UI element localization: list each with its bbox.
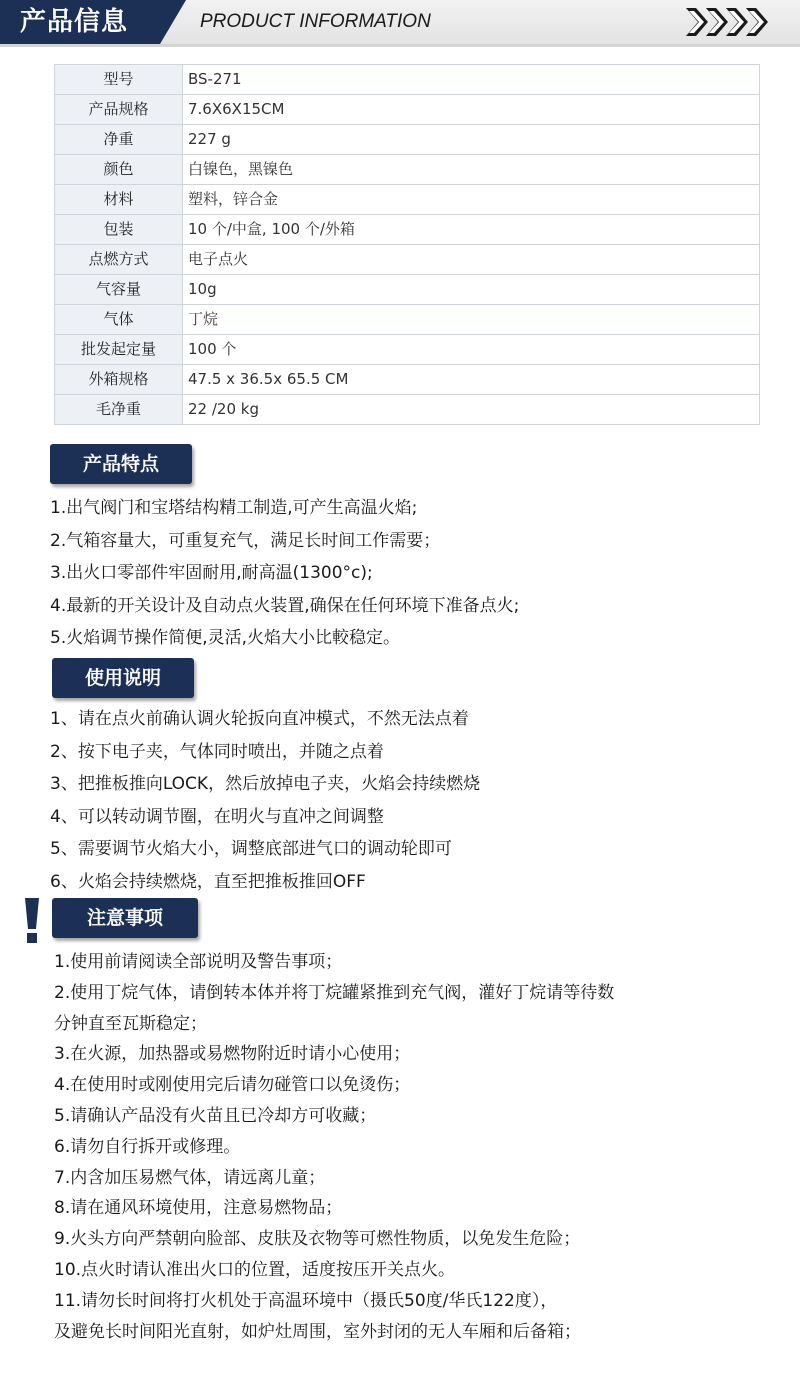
spec-row [55, 95, 760, 125]
spec-row [55, 65, 760, 95]
features-heading: 产品特点 [50, 444, 192, 484]
spec-row [55, 335, 760, 365]
spec-value: BS-271 [183, 65, 760, 95]
spec-value: 10g [183, 275, 760, 305]
usage-step: 2、按下电子夹，气体同时喷出，并随之点着 [50, 741, 384, 762]
spec-row [55, 305, 760, 335]
usage-step: 1、请在点火前确认调火轮扳向直冲模式，不然无法点着 [50, 709, 469, 729]
spec-label: 气体 [55, 305, 183, 335]
spec-label: 外箱规格 [55, 365, 183, 395]
spec-label: 型号 [55, 65, 183, 95]
spec-label: 气容量 [55, 275, 183, 305]
spec-value: 100 个 [183, 335, 760, 365]
note-line: 5.请确认产品没有火苗且已冷却方可收藏； [54, 1105, 377, 1126]
spec-value: 白镍色，黑镍色 [183, 155, 760, 185]
spec-value: 10 个/中盒, 100 个/外箱 [183, 215, 760, 245]
usage-step: 4、可以转动调节圈，在明火与直冲之间调整 [50, 806, 384, 827]
spec-row [55, 125, 760, 155]
spec-row [55, 365, 760, 395]
usage-list [50, 703, 780, 898]
spec-value: 塑料，锌合金 [183, 185, 760, 215]
page-title: 产品信息 [20, 7, 129, 37]
spec-label: 净重 [55, 125, 183, 155]
notes-heading: 注意事项 [52, 898, 198, 938]
usage-heading: 使用说明 [52, 658, 194, 698]
note-line: 1.使用前请阅读全部说明及警告事项； [54, 952, 343, 972]
usage-step: 3、把推板推向LOCK，然后放掉电子夹，火焰会持续燃烧 [50, 774, 481, 794]
feature-item: 5.火焰调节操作简便,灵活,火焰大小比較稳定。 [50, 628, 401, 648]
feature-item: 4.最新的开关设计及自动点火装置,确保在任何环境下准备点火; [50, 595, 520, 616]
spec-label: 批发起定量 [55, 335, 183, 365]
note-line: 3.在火源，加热器或易燃物附近时请小心使用； [54, 1044, 411, 1065]
spec-label: 颜色 [55, 155, 183, 185]
page-subtitle: PRODUCT INFORMATION [200, 11, 431, 32]
notes-list [54, 947, 784, 1347]
note-line: 11.请勿长时间将打火机处于高温环境中（摄氏50度/华氏122度）， [54, 1290, 558, 1311]
spec-value: 47.5 x 36.5x 65.5 CM [183, 365, 760, 395]
spec-value: 227 g [183, 125, 760, 155]
spec-value: 电子点火 [183, 245, 760, 275]
chevron-arrows-icon [684, 8, 784, 36]
spec-label: 毛净重 [55, 395, 183, 425]
note-line: 8.请在通风环境使用，注意易燃物品； [54, 1198, 343, 1219]
note-line: 10.点火时请认准出火口的位置，适度按压开关点火。 [54, 1259, 456, 1280]
note-line: 7.内含加压易燃气体，请远离儿童； [54, 1167, 326, 1188]
spec-row [55, 185, 760, 215]
usage-step: 5、需要调节火焰大小，调整底部进气口的调动轮即可 [50, 839, 452, 859]
spec-row [55, 245, 760, 275]
spec-value: 7.6X6X15CM [183, 95, 760, 125]
note-line: 4.在使用时或刚使用完后请勿碰管口以免烫伤； [54, 1075, 411, 1096]
feature-item: 2.气箱容量大，可重复充气，满足长时间工作需要； [50, 530, 441, 551]
feature-item: 3.出火口零部件牢固耐用,耐高温(1300°c); [50, 563, 373, 583]
spec-row [55, 395, 760, 425]
spec-value: 22 /20 kg [183, 395, 760, 425]
features-list [50, 492, 780, 655]
feature-item: 1.出气阀门和宝塔结构精工制造,可产生高温火焰; [50, 498, 418, 518]
spec-row [55, 155, 760, 185]
usage-step: 6、火焰会持续燃烧，直至把推板推回OFF [50, 871, 366, 892]
spec-row [55, 275, 760, 305]
note-line: 6.请勿自行拆开或修理。 [54, 1136, 241, 1157]
note-line: 2.使用丁烷气体，请倒转本体并将丁烷罐紧推到充气阀，灌好丁烷请等待数 [54, 982, 615, 1003]
exclamation-icon [24, 898, 40, 944]
banner-divider [0, 44, 800, 47]
note-line: 及避免长时间阳光直射，如炉灶周围，室外封闭的无人车厢和后备箱； [54, 1321, 581, 1342]
spec-row [55, 215, 760, 245]
spec-label: 产品规格 [55, 95, 183, 125]
spec-label: 材料 [55, 185, 183, 215]
spec-table [54, 64, 760, 425]
spec-label: 包装 [55, 215, 183, 245]
spec-label: 点燃方式 [55, 245, 183, 275]
note-line: 9.火头方向严禁朝向脸部、皮肤及衣物等可燃性物质，以免发生危险； [54, 1229, 581, 1250]
note-line: 分钟直至瓦斯稳定； [54, 1013, 207, 1034]
header-banner [0, 0, 800, 44]
spec-value: 丁烷 [183, 305, 760, 335]
